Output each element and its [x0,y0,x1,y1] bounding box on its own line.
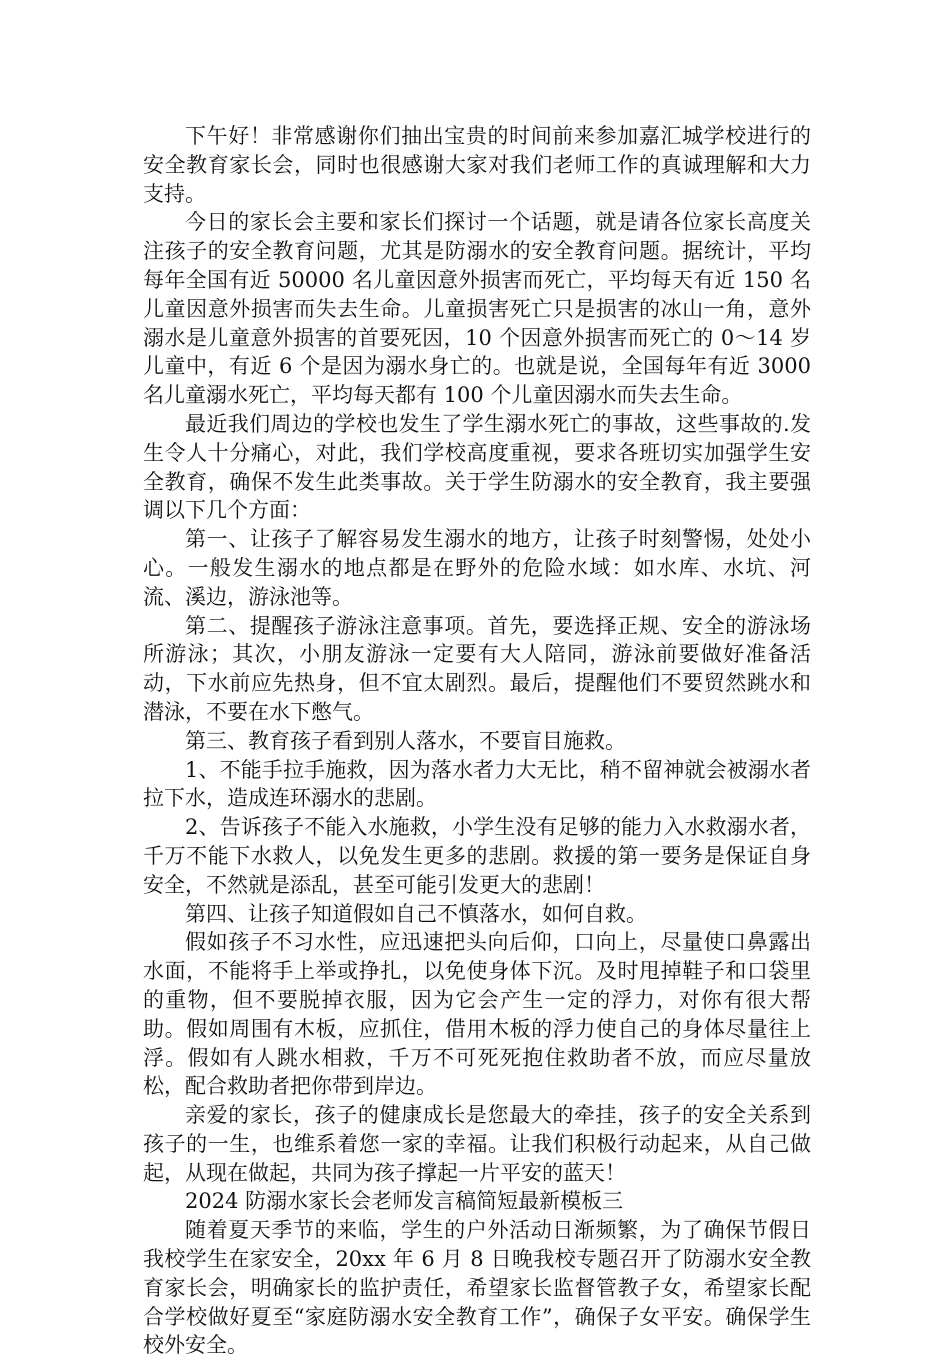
paragraph-self-rescue: 假如孩子不习水性，应迅速把头向后仰，口向上，尽量使口鼻露出水面，不能将手上举或挣扎，以免使身体下沉。及时甩掉鞋子和口袋里的重物，但不要脱掉衣服，因为它会产生一定的浮力，对你有很大帮助。假如周围有木板，应抓住，借用木板的浮力使自己的身体尽量往上浮。假如有人跳水相救，千万不可死死抱住救助者不放，而应尽量放松，配合救助者把你带到岸边。 [143,930,811,1099]
paragraph-point-two: 第二、提醒孩子游泳注意事项。首先，要选择正规、安全的游泳场所游泳；其次，小朋友游泳一定要有大人陪同，游泳前要做好准备活动，下水前应先热身，但不宜太剧烈。最后，提醒他们不要贸然跳水和潜泳，不要在水下憋气。 [143,613,811,724]
paragraph-greeting: 下午好！非常感谢你们抽出宝贵的时间前来参加嘉汇城学校进行的安全教育家长会，同时也很感谢大家对我们老师工作的真诚理解和大力支持。 [143,124,811,206]
paragraph-point-four: 第四、让孩子知道假如自己不慎落水，如何自救。 [185,901,647,926]
paragraph-point-one: 第一、让孩子了解容易发生溺水的地方，让孩子时刻警惕，处处小心。一般发生溺水的地点都是在野外的危险水域：如水库、水坑、河流、溪边，游泳池等。 [143,527,811,609]
paragraph-point-three-item-one: 1、不能手拉手施救，因为落水者力大无比，稍不留神就会被溺水者拉下水，造成连环溺水的悲剧。 [143,757,811,811]
paragraph-point-three: 第三、教育孩子看到别人落水，不要盲目施救。 [185,728,626,753]
paragraph-recent-accidents: 最近我们周边的学校也发生了学生溺水死亡的事故，这些事故的.发生令人十分痛心，对此，我们学校高度重视，要求各班切实加强学生安全教育，确保不发生此类事故。关于学生防溺水的安全教育，我主要强调以下几个方面： [143,411,811,523]
document-body [143,122,811,1360]
paragraph-point-three-item-two: 2、告诉孩子不能入水施救，小学生没有足够的能力入水救溺水者，千万不能下水救人，以免发生更多的悲剧。救援的第一要务是保证自身安全，不然就是添乱，甚至可能引发更大的悲剧！ [143,815,811,897]
paragraph-closing: 亲爱的家长，孩子的健康成长是您最大的牵挂，孩子的安全关系到孩子的一生，也维系着您一家的幸福。让我们积极行动起来，从自己做起，从现在做起，共同为孩子撑起一片平安的蓝天！ [143,1103,811,1185]
paragraph-template-three: 随着夏天季节的来临，学生的户外活动日渐频繁，为了确保节假日我校学生在家安全，20xx 年 6 月 8 日晚我校专题召开了防溺水安全教育家长会，明确家长的监护责任，希望家长监督管教子女，希望家长配合学校做好夏至“家庭防溺水安全教育工作”，确保子女平安。确保学生校外安全。 [143,1218,811,1358]
section-heading: 2024 防溺水家长会老师发言稿简短最新模板三 [185,1189,624,1214]
paragraph-statistics: 今日的家长会主要和家长们探讨一个话题，就是请各位家长高度关注孩子的安全教育问题，尤其是防溺水的安全教育问题。据统计，平均每年全国有近 50000 名儿童因意外损害而死亡，平均每天有近 150 名儿童因意外损害而失去生命。儿童损害死亡只是损害的冰山一角，意外溺水是儿童意外损害的首要死因，10 个因意外损害而死亡的 0～14 岁儿童中，有近 6 个是因为溺水身亡的。也就是说，全国每年有近 3000 名儿童溺水死亡，平均每天都有 100 个儿童因溺水而失去生命。 [143,210,811,408]
